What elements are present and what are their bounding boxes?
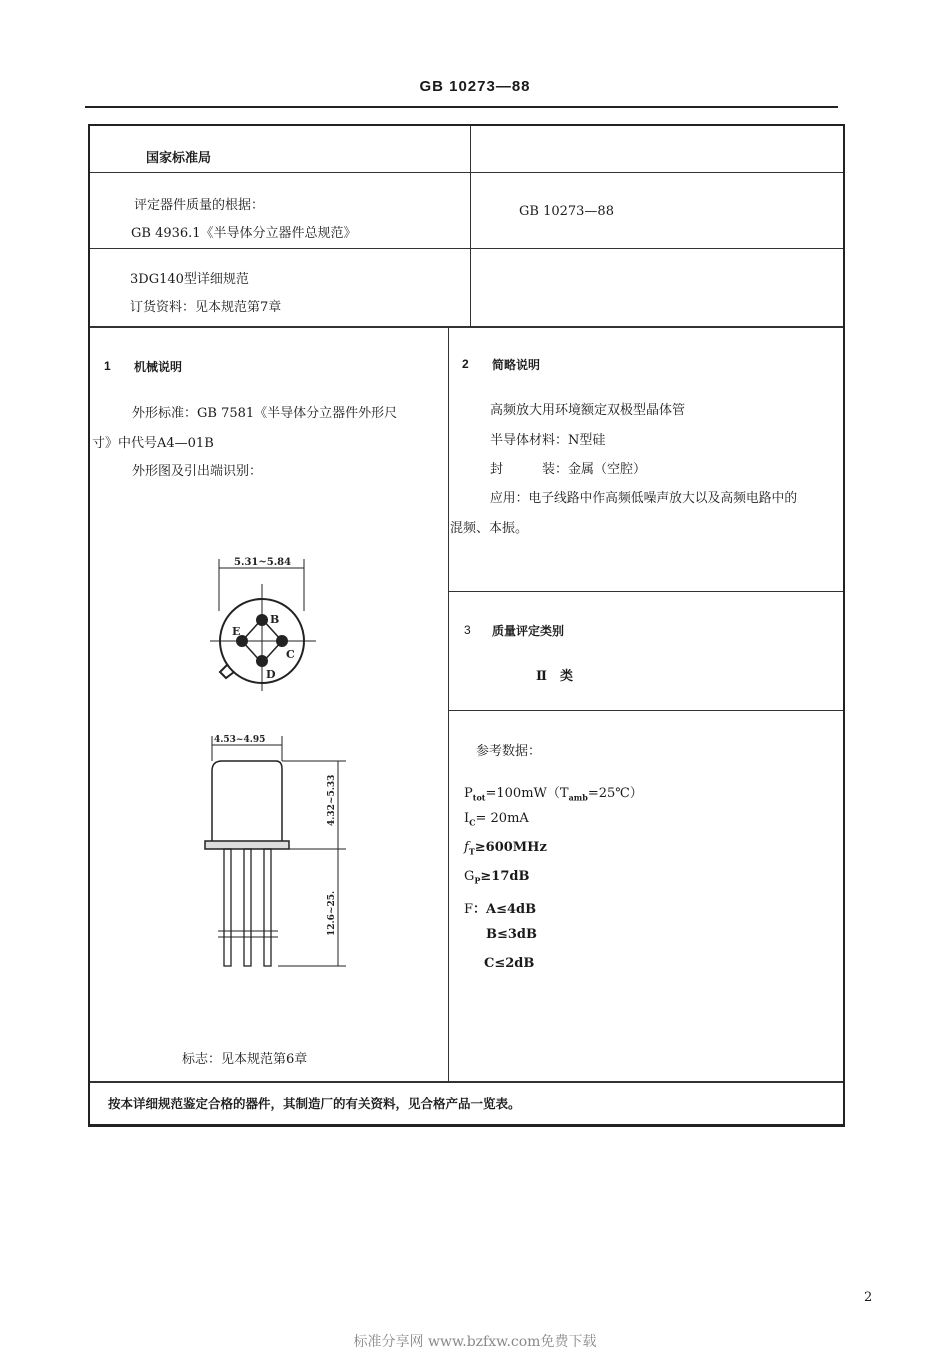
column-divider (470, 126, 471, 326)
svg-text:D: D (266, 668, 276, 681)
outline-drawing-label: 外形图及引出端识别： (132, 464, 263, 479)
marking-note: 标志：见本规范第6章 (182, 1052, 308, 1067)
application-info: 应用：电子线路中作高频低噪声放大以及高频电路中的 (490, 491, 798, 506)
detail-spec-title: 3DG140型详细规范 (130, 272, 249, 287)
section-2-number: 2 (462, 357, 469, 371)
svg-text:C: C (286, 648, 295, 661)
device-description: 高频放大用环境额定双极型晶体管 (490, 403, 686, 418)
column-divider (448, 326, 449, 1081)
svg-text:4.53~4.95: 4.53~4.95 (214, 735, 266, 745)
row-divider (90, 1081, 843, 1083)
section-1-title: 机械说明 (134, 360, 183, 374)
page-number: 2 (864, 1290, 873, 1305)
ref-gp: $G_P\ge 17dB$ (464, 869, 530, 886)
reference-data-title: 参考数据： (476, 744, 542, 759)
issuing-authority: 国家标准局 (146, 151, 212, 166)
svg-text:12.6~25.: 12.6~25. (327, 890, 337, 936)
header-rule (85, 106, 838, 108)
spec-table (88, 124, 845, 1127)
ref-noise-c: C≤2dB (484, 956, 535, 971)
outline-standard: 外形标准：GB 7581《半导体分立器件外形尺 (132, 406, 398, 421)
ref-noise-a: F：A≤4dB (464, 902, 537, 917)
top-dimension-label: 5.31~5.84 (234, 557, 292, 568)
section-2-title: 简略说明 (492, 358, 541, 372)
row-divider (448, 591, 843, 592)
ordering-info: 订货资料：见本规范第7章 (130, 300, 282, 315)
top-view-drawing (190, 551, 330, 691)
application-info-cont: 混频、本振。 (450, 521, 529, 536)
section-1-number: 1 (104, 359, 111, 373)
section-3-title: 质量评定类别 (492, 624, 565, 638)
watermark: 标准分享网 www.bzfxw.com免费下载 (353, 1334, 597, 1350)
section-3-number: 3 (464, 623, 471, 637)
ref-ft: $f_T\ge 600MHz$ (464, 840, 547, 857)
side-view-drawing (198, 731, 368, 981)
row-divider (448, 710, 843, 711)
general-spec-ref: GB 4936.1《半导体分立器件总规范》 (131, 226, 357, 241)
svg-text:E: E (232, 625, 241, 638)
ref-ptot: $P_{tot}=100mW(T_{amb}=25℃)$ (464, 786, 643, 803)
outline-code: 寸》中代号A4—01B (92, 436, 214, 451)
spec-number: GB 10273—88 (519, 204, 614, 219)
svg-text:4.32~5.33: 4.32~5.33 (327, 774, 337, 826)
row-divider (90, 326, 843, 328)
package-info: 封 装：金属（空腔） (490, 462, 647, 477)
row-divider (90, 172, 843, 173)
ref-noise-b: B≤3dB (486, 927, 538, 942)
svg-text:B: B (270, 613, 280, 626)
qualified-products-note: 按本详细规范鉴定合格的器件，其制造厂的有关资料，见合格产品一览表。 (108, 1096, 521, 1111)
row-divider (90, 248, 843, 249)
document-code-header: GB 10273—88 (419, 78, 531, 95)
quality-category: Ⅱ 类 (536, 669, 573, 684)
material-info: 半导体材料：N型硅 (490, 433, 606, 448)
basis-label: 评定器件质量的根据： (134, 198, 265, 213)
ref-ic: $I_C= 20mA$ (464, 811, 529, 828)
